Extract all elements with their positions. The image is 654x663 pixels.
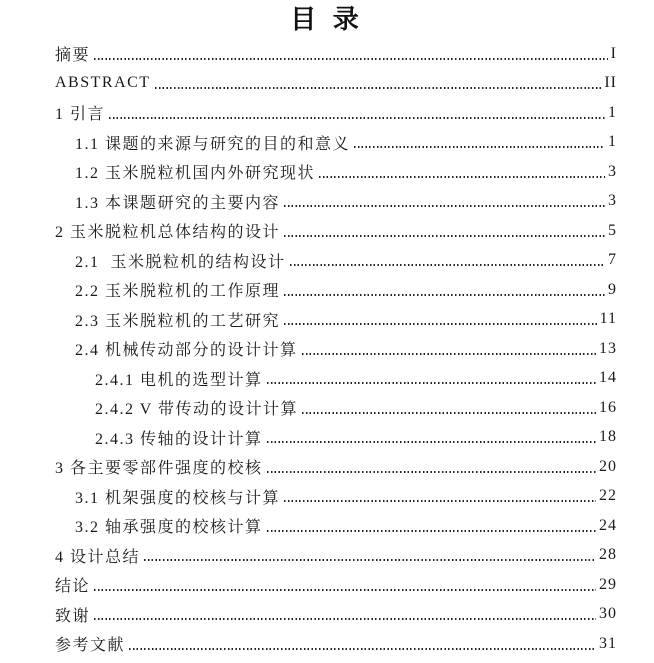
dot-leader xyxy=(94,58,608,60)
dot-leader xyxy=(284,205,605,207)
toc-entry[interactable] xyxy=(0,128,617,158)
toc-list xyxy=(0,36,654,659)
toc-entry-page-number: 7 xyxy=(608,251,617,269)
toc-entry-page-number: 22 xyxy=(599,487,617,505)
toc-entry[interactable] xyxy=(0,216,617,246)
dot-leader xyxy=(290,264,605,266)
toc-entry-label: 致谢 xyxy=(55,607,91,625)
dot-leader xyxy=(284,294,605,296)
toc-entry-label: 3 各主要零部件强度的校核 xyxy=(55,460,263,478)
toc-entry[interactable] xyxy=(0,305,617,335)
toc-entry-label: ABSTRACT xyxy=(55,74,151,92)
dot-leader xyxy=(155,87,602,89)
dot-leader xyxy=(302,353,596,355)
dot-leader xyxy=(129,648,596,650)
toc-entry-label: 2.2 玉米脱粒机的工作原理 xyxy=(75,283,281,301)
toc-entry-label: 3.2 轴承强度的校核计算 xyxy=(75,519,263,537)
toc-entry[interactable] xyxy=(0,39,617,69)
toc-entry[interactable] xyxy=(0,364,617,394)
dot-leader xyxy=(284,500,596,502)
toc-entry[interactable] xyxy=(0,187,617,217)
toc-entry[interactable] xyxy=(0,629,617,659)
toc-entry-label: 2.4.3 传轴的设计计算 xyxy=(95,430,263,448)
toc-entry-label: 1.1 课题的来源与研究的目的和意义 xyxy=(75,135,351,153)
toc-entry-label: 1.2 玉米脱粒机国内外研究现状 xyxy=(75,165,316,183)
dot-leader xyxy=(267,441,596,443)
toc-entry-page-number: 3 xyxy=(608,162,617,180)
dot-leader xyxy=(354,146,605,148)
toc-entry[interactable] xyxy=(0,334,617,364)
dot-leader xyxy=(284,235,605,237)
dot-leader xyxy=(144,559,596,561)
toc-entry[interactable] xyxy=(0,275,617,305)
toc-entry-page-number: 28 xyxy=(599,546,617,564)
toc-entry-page-number: 1 xyxy=(608,103,617,121)
toc-entry-label: 摘要 xyxy=(55,47,91,65)
toc-entry-page-number: 20 xyxy=(599,457,617,475)
dot-leader xyxy=(109,117,605,119)
toc-entry-label: 3.1 机架强度的校核与计算 xyxy=(75,489,281,507)
toc-entry[interactable] xyxy=(0,452,617,482)
toc-entry[interactable] xyxy=(0,600,617,630)
toc-entry-page-number: 18 xyxy=(599,428,617,446)
toc-entry-page-number: 1 xyxy=(608,133,617,151)
toc-entry[interactable] xyxy=(0,423,617,453)
toc-entry[interactable] xyxy=(0,393,617,423)
toc-entry-page-number: 11 xyxy=(599,310,617,328)
dot-leader xyxy=(267,471,596,473)
toc-entry-page-number: I xyxy=(610,44,617,62)
toc-entry-page-number: 16 xyxy=(599,398,617,416)
toc-entry[interactable] xyxy=(0,570,617,600)
dot-leader xyxy=(319,176,605,178)
toc-entry-label: 结论 xyxy=(55,578,91,596)
toc-entry-page-number: 30 xyxy=(599,605,617,623)
toc-entry[interactable] xyxy=(0,482,617,512)
toc-entry-page-number: 24 xyxy=(599,516,617,534)
toc-entry-label: 2.4.2 V 带传动的设计计算 xyxy=(95,401,298,419)
dot-leader xyxy=(267,382,596,384)
toc-entry-label: 2.3 玉米脱粒机的工艺研究 xyxy=(75,312,281,330)
toc-entry-label: 2 玉米脱粒机总体结构的设计 xyxy=(55,224,281,242)
toc-entry-page-number: 29 xyxy=(599,575,617,593)
dot-leader xyxy=(267,530,596,532)
dot-leader xyxy=(94,618,596,620)
toc-entry-page-number: 9 xyxy=(608,280,617,298)
dot-leader xyxy=(94,589,596,591)
toc-entry-label: 2.1 玉米脱粒机的结构设计 xyxy=(75,253,286,271)
toc-entry-label: 1.3 本课题研究的主要内容 xyxy=(75,194,281,212)
dot-leader xyxy=(284,323,597,325)
toc-entry-page-number: 13 xyxy=(599,339,617,357)
toc-entry-label: 2.4.1 电机的选型计算 xyxy=(95,371,263,389)
toc-entry-label: 参考文献 xyxy=(55,637,126,655)
toc-entry[interactable] xyxy=(0,69,617,99)
toc-entry-page-number: 14 xyxy=(599,369,617,387)
toc-entry-label: 2.4 机械传动部分的设计计算 xyxy=(75,342,298,360)
toc-entry[interactable] xyxy=(0,541,617,571)
page-title: 目 录 xyxy=(290,5,364,34)
dot-leader xyxy=(302,412,596,414)
toc-entry-page-number: II xyxy=(604,74,617,92)
toc-entry-label: 1 引言 xyxy=(55,106,106,124)
toc-entry[interactable] xyxy=(0,157,617,187)
toc-entry-page-number: 5 xyxy=(608,221,617,239)
toc-entry-page-number: 3 xyxy=(608,192,617,210)
toc-entry-page-number: 31 xyxy=(599,634,617,652)
toc-entry[interactable] xyxy=(0,246,617,276)
toc-entry[interactable] xyxy=(0,98,617,128)
toc-entry[interactable] xyxy=(0,511,617,541)
toc-entry-label: 4 设计总结 xyxy=(55,548,141,566)
